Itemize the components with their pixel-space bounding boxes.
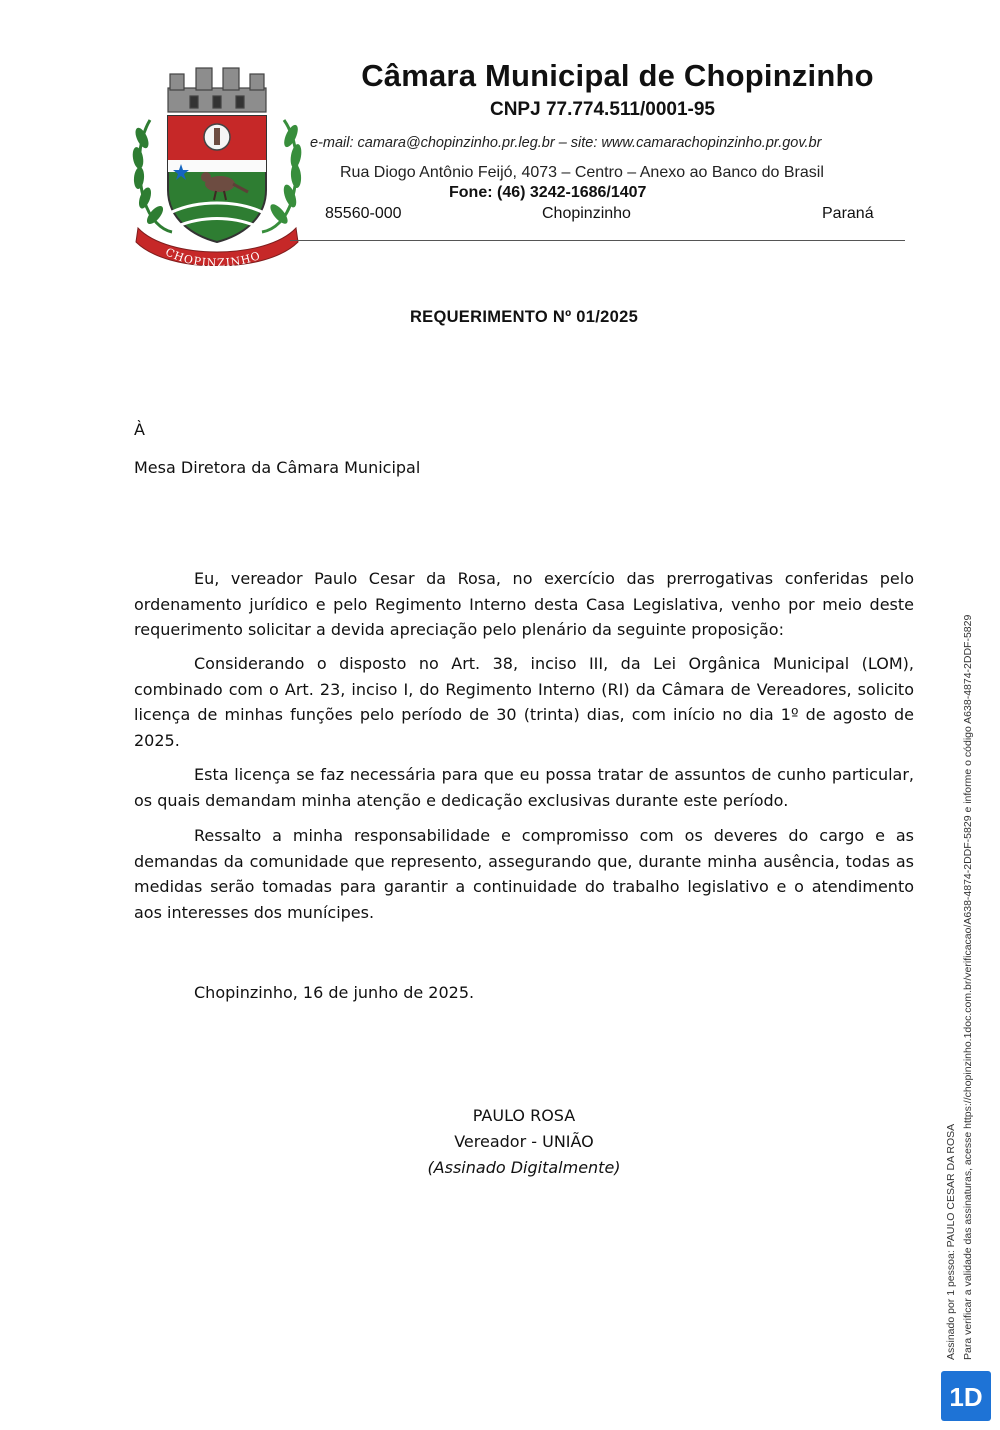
crest-ribbon-text: CHOPINZINHO xyxy=(163,245,263,266)
salutation: À xyxy=(134,420,145,439)
street-address: Rua Diogo Antônio Feijó, 4073 – Centro – Anexo ao Banco do Brasil xyxy=(340,164,824,181)
state: Paraná xyxy=(822,205,874,222)
signer-role: Vereador - UNIÃO xyxy=(454,1132,594,1151)
header-divider xyxy=(290,240,905,241)
signer-name: PAULO ROSA xyxy=(472,1106,576,1125)
laurel-left xyxy=(131,120,172,232)
badge-text: 1D xyxy=(949,1382,983,1412)
mural-crown xyxy=(168,68,266,112)
laurel-right xyxy=(262,120,303,232)
signature-count-stamp: Assinado por 1 pessoa: PAULO CESAR DA ROSA xyxy=(945,1123,957,1360)
chamber-name: Câmara Municipal de Chopinzinho xyxy=(361,58,874,93)
municipal-coat-of-arms xyxy=(128,60,306,266)
1doc-logo-icon xyxy=(941,1371,991,1421)
recipient: Mesa Diretora da Câmara Municipal xyxy=(134,458,421,477)
postal-code: 85560-000 xyxy=(325,205,402,222)
paragraph: Ressalto a minha responsabilidade e compromisso com os deveres do cargo e as demandas da comunidade que represento, assegurando que, durante minha ausência, todas as medidas serão tomadas para garantir a continuidade do trabalho legislativo e o atendimento aos interesses dos munícipes. xyxy=(134,826,914,922)
contact-email-site: e-mail: camara@chopinzinho.pr.leg.br – site: www.camarachopinzinho.pr.gov.br xyxy=(310,135,822,151)
paragraph: Esta licença se faz necessária para que eu possa tratar de assuntos de cunho particular, os quais demandam minha atenção e dedicação exclusivas durante este período. xyxy=(134,765,914,810)
document-title: REQUERIMENTO Nº 01/2025 xyxy=(409,308,639,326)
paragraph: Eu, vereador Paulo Cesar da Rosa, no exercício das prerrogativas conferidas pelo ordenamento jurídico e pelo Regimento Interno desta Casa Legislativa, venho por meio deste requerimento solicitar a devida apreciação pelo plenário da seguinte proposição: xyxy=(134,569,914,639)
verification-link-stamp[interactable]: Para verificar a validade das assinaturas, acesse https://chopinzinho.1doc.com.br/verificacao/A638-4874-2DDF-5829 e informe o código A638-4874-2DDF-5829 xyxy=(962,614,974,1360)
document-date: Chopinzinho, 16 de junho de 2025. xyxy=(194,983,475,1002)
cnpj: CNPJ 77.774.511/0001-95 xyxy=(489,99,715,120)
phone-number: Fone: (46) 3242-1686/1407 xyxy=(449,184,647,201)
city: Chopinzinho xyxy=(542,205,631,222)
digital-signature-note: (Assinado Digitalmente) xyxy=(427,1158,621,1177)
paragraph: Considerando o disposto no Art. 38, inciso III, da Lei Orgânica Municipal (LOM), combinado com o Art. 23, inciso I, do Regimento Interno (RI) da Câmara de Vereadores, solicito licença de minhas funções pelo período de 30 (trinta) dias, com início no dia 1º de agosto de 2025. xyxy=(134,654,914,750)
